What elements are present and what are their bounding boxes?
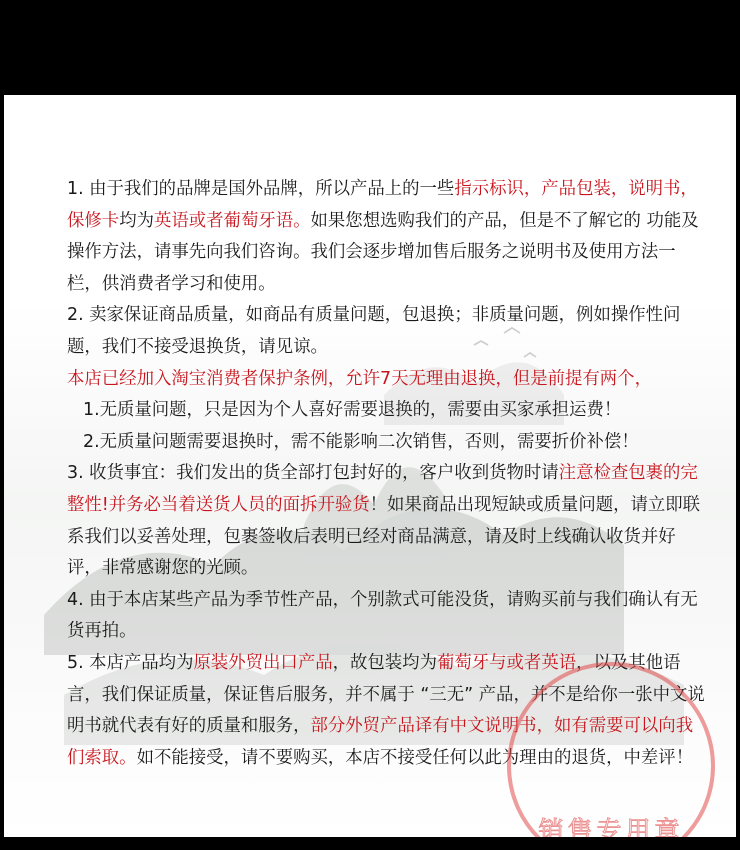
paragraph-7 — [67, 585, 707, 648]
notice-panel — [4, 95, 736, 845]
highlight-text: 指示标识，产品包装，说明书，保修卡 — [67, 179, 698, 231]
stamp-bottom-text: 销售专用章 — [538, 816, 684, 845]
body-text: 均为 — [119, 210, 154, 231]
paragraph-4 — [67, 395, 707, 427]
paragraph-6 — [67, 458, 707, 584]
body-text: 5. 本店产品均为 — [67, 652, 194, 673]
body-text: ，以及其他语言，我们保证质量，保证售后服务，并不属于 “三无” 产品，并不是给你一张中文说明书就代表有好的质量和服务， — [67, 652, 705, 737]
body-text: 2.无质量问题需要退换时，需不能影响二次销售，否则，需要折价补偿！ — [83, 431, 639, 452]
highlight-text: 原装外贸出口产品 — [193, 652, 333, 673]
body-text: 如果您想选购我们的产品，但是不了解它的 功能及操作方法，请事先向我们咨询。我们会逐步增加售后服务之说明书及使用方法一栏，供消费者学习和使用。 — [67, 210, 699, 294]
highlight-text: 注意检查包裹的完整性!并务必当着送货人员的面拆开验货 — [67, 463, 698, 515]
highlight-text: 葡萄牙与或者英语 — [436, 652, 577, 673]
highlight-text: 部分外贸产品译有中文说明书，如有需要可以向我们索取。 — [67, 716, 694, 768]
body-text: 3. 收货事宜：我们发出的货全部打包封好的，客户收到货物时请 — [67, 463, 559, 484]
official-seal-stamp — [502, 657, 720, 845]
body-text: 如不能接受，请不要购买，本店不接受任何以此为理由的退货，中差评！ — [136, 747, 694, 768]
paragraph-1 — [67, 174, 707, 300]
highlight-text: 英语或者葡萄牙语。 — [153, 210, 311, 231]
body-text: 4. 由于本店某些产品为季节性产品，个别款式可能没货，请购买前与我们确认有无货再拍。 — [67, 589, 698, 642]
body-text: ，故包装均为 — [332, 652, 437, 673]
paragraph-2 — [67, 300, 707, 363]
highlight-text: 本店已经加入淘宝消费者保护条例，允许7天无理由退换，但是前提有两个， — [67, 368, 652, 389]
paragraph-3 — [67, 364, 707, 396]
body-text: ！如果商品出现短缺或质量问题，请立即联系我们以妥善处理，包裹签收后表明已经对商品满意，请及时上线确认收货并好评，非常感谢您的光顾。 — [67, 494, 701, 579]
body-text: 1.无质量问题，只是因为个人喜好需要退换的，需要由买家承担运费！ — [83, 400, 622, 421]
body-text: 1. 由于我们的品牌是国外品牌，所以产品上的一些 — [67, 179, 455, 199]
body-text: 2. 卖家保证商品质量，如商品有质量问题，包退换；非质量问题，例如操作性问题，我们不接受退换货，请见谅。 — [67, 305, 681, 357]
paragraph-5 — [67, 427, 707, 459]
